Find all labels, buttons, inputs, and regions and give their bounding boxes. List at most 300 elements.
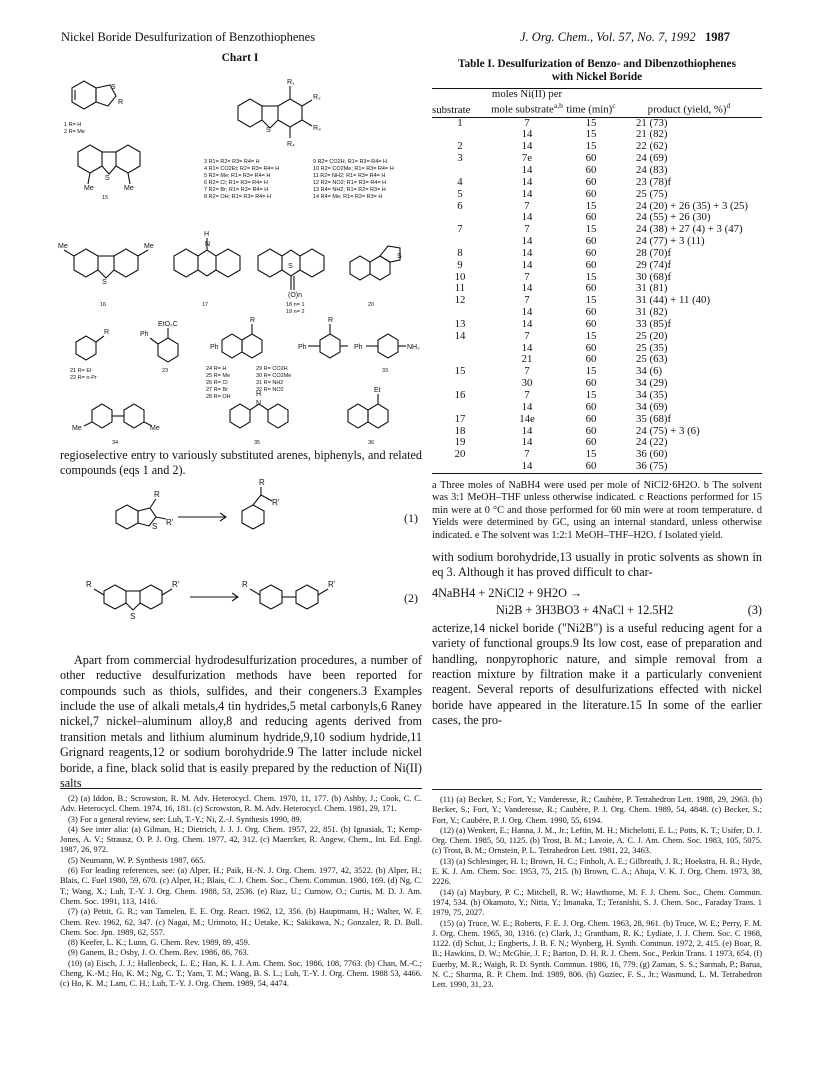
table-row: [432, 177, 762, 189]
cell-substrate: 2: [457, 140, 463, 153]
table-row: [432, 343, 762, 355]
cell-time: 60: [585, 258, 597, 271]
col-header-product-text: product (yield, %): [647, 103, 727, 116]
cell-moles: 7: [524, 389, 530, 401]
label-26: 26 R= Cl: [206, 380, 228, 386]
table-note-f: f Isolated yield.: [658, 529, 723, 541]
cell-product: 21 (73): [636, 116, 668, 129]
cell-product: 24 (55) + 26 (30): [636, 211, 711, 224]
cell-time: 60: [585, 412, 597, 425]
svg-text:S: S: [102, 279, 107, 286]
label-17: 17: [202, 302, 209, 308]
col-header-product: [616, 89, 762, 118]
label-33: 33: [382, 368, 389, 374]
cell-time: 15: [585, 128, 597, 141]
svg-text:S: S: [130, 611, 136, 621]
cell-substrate: 8: [457, 246, 463, 259]
svg-text:R': R': [166, 517, 174, 527]
cell-moles: 7e: [521, 152, 533, 165]
footnote: (12) (a) Wenkert, E.; Hanna, J. M., Jr.; Leftin, M. H.; Michelotti, E. L.; Potts, K. T.; Usifer, D. J. Org. Chem. 1985, 50, 1125. (b) Trost, B. M.; Lavoie, A. C. J. Am. Chem. Soc. 1983, 105, 5075. (c) Trost, B. M.; Ornstein, P. L. Tetrahedron Lett. 1981, 22, 3463.: [432, 825, 762, 856]
col-header-moles: [488, 89, 566, 118]
footnotes-right: [432, 795, 762, 991]
footnote: (5) Neumann, W. P. Synthesis 1987, 665.: [68, 855, 206, 865]
cell-moles: 14: [521, 282, 533, 295]
cell-time: 15: [585, 329, 597, 342]
cell-product: 28 (70)f: [636, 246, 672, 259]
cell-time: 60: [585, 235, 597, 248]
footnote: (4) See inter alia: (a) Gilman, H.; Dietrich, J. J. J. Org. Chem. 1957, 22, 851. (b) Ignasiak, T.; Kemp-Jones, A. V.; Strausz, O. P. J. Org. Chem. 1977, 42, 312. (c) Maercker, R. Angew, Chem., Int. Ed. Engl. 1987, 26, 972.: [60, 824, 422, 855]
cell-moles: 14: [521, 258, 533, 271]
cell-product: 21 (82): [636, 128, 668, 141]
cell-time: 60: [585, 306, 597, 319]
cell-moles: 7: [524, 116, 530, 129]
right-paragraph-1: with sodium borohydride,13 usually in protic solvents as shown in eq 3. Although it has proved difficult to char-: [432, 549, 762, 580]
svg-text:R₃: R₃: [313, 125, 321, 132]
label-15: 15: [102, 195, 109, 201]
ring-17b: [216, 249, 240, 277]
cell-moles: 14: [521, 140, 533, 153]
cell-moles: 14: [521, 400, 533, 413]
cell-product: 23 (78)f: [636, 175, 672, 188]
svg-text:R₁: R₁: [287, 79, 295, 86]
chart-structures: [58, 66, 423, 450]
svg-text:R: R: [154, 489, 160, 499]
cell-moles: 14: [521, 128, 533, 141]
svg-text:R: R: [259, 477, 265, 487]
results-table: [432, 88, 762, 474]
eq-3-line-1: 4NaBH4 + 2NiCl2 + 9H2O →: [432, 585, 583, 600]
running-header-journal: [520, 30, 730, 45]
cell-product: 33 (85)f: [636, 317, 672, 330]
ring-35a: [230, 404, 250, 428]
cell-time: 15: [585, 294, 597, 307]
label-11: 11 R2= NH2; R1= R3= R4= H: [313, 173, 386, 179]
label-4: 4 R1= CO2Et; R2= R3= R4= H: [204, 166, 280, 172]
cell-substrate: 11: [454, 282, 466, 295]
footnote: (13) (a) Schlesinger, H. I.; Brown, H. C.; Finholt, A. E.; Gilbreath, J. R.; Hoekstra, H. R.; Hyde, E. K. J. Am. Chem. Soc. 1953, 75, 215. (b) Brown, C. A.; Ahuja, V. K. J. Org. Chem. 1973, 38, 2226.: [432, 856, 762, 887]
label-28: 28 R= OH: [206, 394, 231, 400]
cell-product: 24 (38) + 27 (4) + 3 (47): [636, 223, 743, 236]
table-row: [432, 319, 762, 331]
cell-substrate: 18: [454, 424, 466, 437]
svg-text:EtO₂C: EtO₂C: [158, 321, 178, 328]
ring-3a: [238, 99, 262, 127]
cell-product: 34 (69): [636, 400, 668, 413]
cell-substrate: 20: [454, 448, 466, 461]
cell-time: 60: [585, 341, 597, 354]
label-29: 29 R= CO2H: [256, 366, 288, 372]
cell-moles: 14: [521, 211, 533, 224]
label-21: 21 R= Et: [70, 368, 92, 374]
cell-time: 60: [585, 163, 597, 176]
cell-time: 15: [585, 199, 597, 212]
cell-product: 36 (60): [636, 448, 668, 461]
cell-product: 25 (35): [636, 341, 668, 354]
table-row: [432, 141, 762, 153]
ring-34a: [92, 404, 112, 428]
ring-35b: [268, 404, 288, 428]
table-row: [432, 248, 762, 260]
cell-product: 34 (6): [636, 365, 663, 378]
cell-product: 24 (22): [636, 436, 668, 449]
equations-1-2: [60, 477, 422, 645]
label-3: 3 R1= R2= R3= R4= H: [204, 159, 260, 165]
cell-time: 60: [585, 187, 597, 200]
table-row: [432, 402, 762, 414]
svg-text:H: H: [256, 391, 262, 398]
cell-time: 60: [585, 377, 597, 390]
svg-text:Ph: Ph: [298, 344, 307, 351]
cell-moles: 7: [524, 223, 530, 236]
cell-time: 15: [585, 116, 597, 129]
cell-moles: 14: [521, 235, 533, 248]
cell-product: 29 (74)f: [636, 258, 672, 271]
label-10: 10 R2= CO2Me; R1= R3= R4= H: [313, 166, 394, 172]
col-header-time-text: time (min): [566, 103, 613, 116]
svg-text:R₄: R₄: [287, 141, 295, 148]
left-paragraph-1: regioselective entry to variously substituted arenes, biphenyls, and related compounds (eqs 1 and 2).: [60, 448, 422, 478]
table-row: [432, 260, 762, 272]
svg-text:S: S: [397, 253, 402, 260]
cell-time: 60: [585, 175, 597, 188]
equation-3: [432, 585, 762, 619]
svg-text:Me: Me: [72, 425, 82, 432]
cell-moles: 7: [524, 294, 530, 307]
svg-text:Me: Me: [124, 185, 134, 192]
label-24: 24 R= H: [206, 366, 227, 372]
table-row: [432, 224, 762, 236]
svg-text:Me: Me: [84, 185, 94, 192]
cell-product: 31 (81): [636, 282, 668, 295]
table-notes: [432, 480, 762, 542]
cell-time: 60: [585, 152, 597, 165]
cell-substrate: 9: [457, 258, 463, 271]
label-6: 6 R2= Cl; R1= R3= R4= H: [204, 180, 268, 186]
ring-16b: [114, 249, 138, 277]
cell-product: 31 (82): [636, 306, 668, 319]
label-23: 23: [162, 368, 169, 374]
cell-moles: 14: [488, 461, 566, 473]
cell-time: 15: [585, 140, 597, 153]
table-title-line-1: Table I. Desulfurization of Benzo- and Dibenzothiophenes: [458, 58, 736, 70]
label-2: 2 R= Me: [64, 129, 85, 135]
ring-20a: [350, 256, 370, 280]
footnote: (7) (a) Pettit, G. R.; van Tamelen, E. E. Org. React. 1962, 12, 356. (b) Hauptmann, H.; Walter, W. F. Chem. Rev. 1962, 62, 347. (c) Nagai, M.; Urimoto, H.; Uetake, K.; Sakikawa, N.; Gonzalez, R. D. Bull. Chem. Soc. Jpn. 1989, 62, 557.: [60, 907, 422, 937]
col-header-substrate: substrate: [432, 89, 488, 118]
table-row: [432, 153, 762, 165]
page-number: 1987: [704, 30, 730, 44]
svg-text:S: S: [105, 175, 110, 182]
label-22: 22 R= n-Pr: [70, 375, 97, 381]
table-row: [432, 390, 762, 402]
cell-substrate: 14: [454, 329, 466, 342]
cell-substrate: 10: [454, 270, 466, 283]
left-paragraph-2: Apart from commercial hydrodesulfurization procedures, a number of other reductive desulfurization methods have been reported for compounds such as thiols, sulfides, and their congeners.3 Examples include the use of alkali metals,4 tin hydrides,5 metal carbonyls,6 Raney nickel,7 nickel–aluminum alloy,8 and reducing agents derived from transition metals and lithium aluminum hydride,9,10 sodium hydride,11 Grignard reagents,12 or sodium borohydride.9 The latter include nickel boride, a fine, black solid that is easily prepared by the reduction of Ni(II) salts: [60, 652, 422, 791]
cell-substrate: 13: [454, 317, 466, 330]
cell-substrate: 4: [457, 175, 463, 188]
footnote: (6) For leading references, see: (a) Alper, H.; Paik, H.-N. J. Org. Chem. 1977, 42, 3522. (b) Alper, H.; Blais, C. Fuel 1980, 59, 670. (c) Alper, H.; Blais, C. J. Chem. Soc., Chem. Commun. 1980, 169. (d) Ng, C. T.; Wang, X.; Luh, T.-Y. J. Org. Chem. 1988, 53, 2536. (e) Riaz, U.; Curnow, O.; Curtis, M. D. J. Am. Chem. Soc. 1991, 113, 1416.: [60, 866, 422, 906]
cell-substrate: 3: [457, 152, 463, 165]
svg-text:R: R: [104, 329, 110, 336]
cell-product: 31 (44) + 11 (40): [636, 294, 711, 307]
footnote: (11) (a) Becker, S.; Fort, Y.; Vanderesse, R.; Caubère, P. Tetrahedron Lett. 1988, 29, 2963. (b) Becker, S.; Fort, Y.; Vanderesse, R.; Caubère, P. J. Org. Chem. 1989, 54, 4848. (c) Becker, S.; Fort, Y.; Caubère, P. J. Org. Chem. 1990, 55, 6194.: [432, 795, 762, 825]
svg-text:Ph: Ph: [140, 331, 149, 338]
cell-time: 15: [585, 448, 597, 461]
left-column-body: [60, 448, 422, 791]
chart-title: Chart I: [221, 52, 259, 64]
label-13: 13 R4= NH2; R1= R2= R3= H: [313, 187, 386, 193]
cell-substrate: 1: [457, 116, 463, 129]
footnote: (8) Keefer, L. K.; Lunn, G. Chem. Rev. 1989, 89, 459.: [68, 938, 250, 948]
table-row: [432, 236, 762, 248]
label-18: 18 n= 1: [286, 302, 305, 308]
cell-moles: 14: [521, 341, 533, 354]
table-row: [432, 378, 762, 390]
footnote: (15) (a) Truce, W. E.; Roberts, F. E. J. Org. Chem. 1963, 28, 961. (b) Truce, W. E.; Perry, F. M. J. Org. Chem. 1965, 30, 1316. (c) Clark, J.; Grantham, R. K.; Lydiate, J. J. Chem. Soc. C 1968, 1122. (d) Schut, J.; Engberts, J. B. F. N.; Wynberg, H. Synth. Commun. 1972, 2, 415. (e) Boar, R. B.; Hawkins, D. W.; McGhie, J. F.; Barton, D. H. R. J. Chem. Soc., Perkin Trans. 1 1973, 654. (f) Euerby, M. R.; Waigh, R. D. Synth. Commun. 1986, 16, 779. (g) Zaman, S. S.; Sarmah, P.; Barua, N. C.; Sharma, R. P. Chem. Ind. 1989, 806. (h) Guziec, F. S., Jr.; Wasmund, L. M. Tetrahedron Lett. 1990, 31, 23.: [432, 918, 762, 990]
footnote: (2) (a) Iddon, B.; Scrowston, R. M. Adv. Heterocycl. Chem. 1970, 11, 177. (b) Ashby, J.; Cook, C. C. Adv. Heterocycl. Chem. 1974, 16, 181. (c) Scrowston, R. M. Adv. Heterocycl. Chem. 1981, 29, 171.: [60, 794, 422, 814]
cell-substrate: 15: [454, 365, 466, 378]
table-row: [432, 414, 762, 426]
cell-product: 25 (75): [636, 187, 668, 200]
cell-time: 15: [585, 365, 597, 378]
cell-time: 60: [585, 436, 597, 449]
ring-15a: [78, 145, 102, 173]
cell-substrate: [432, 343, 488, 355]
footnote: (3) For a general review, see: Luh, T.-Y.; Ni, Z.-J. Synthesis 1990, 89.: [68, 814, 302, 824]
cell-moles: 14e: [519, 412, 535, 425]
table-row: [432, 366, 762, 378]
label-32: 32 R= NO2: [256, 387, 284, 393]
svg-text:H: H: [204, 231, 210, 238]
cell-moles: 14: [521, 163, 533, 176]
svg-text:Ph: Ph: [354, 344, 363, 351]
cell-substrate: 7: [457, 223, 463, 236]
footnote: (9) Ganem, B.; Osby, J. O. Chem. Rev. 1986, 86, 763.: [68, 948, 249, 958]
cell-time: 60: [585, 317, 597, 330]
cell-moles: 14: [521, 424, 533, 437]
cell-moles: 14: [521, 175, 533, 188]
svg-text:R: R: [242, 579, 248, 589]
ring-17a: [174, 249, 198, 277]
cell-product: 34 (35): [636, 389, 668, 401]
ring-24a: [242, 334, 262, 358]
label-35: 35: [254, 440, 261, 446]
cell-time: 60: [566, 461, 616, 473]
cell-product: 24 (75) + 3 (6): [636, 424, 700, 437]
svg-text:S: S: [111, 84, 116, 91]
label-30: 30 R= CO2Me: [256, 373, 292, 379]
svg-text:S: S: [266, 127, 271, 134]
cell-substrate: [432, 402, 488, 414]
cell-time: 60: [585, 424, 597, 437]
cell-product: 25 (63): [636, 353, 668, 366]
cell-time: 60: [585, 353, 597, 366]
table-row: [432, 272, 762, 284]
ring-24b: [222, 334, 242, 358]
label-20: 20: [368, 302, 375, 308]
table-row: [432, 331, 762, 343]
eq-2-number: (2): [404, 590, 418, 605]
svg-text:Me: Me: [150, 425, 160, 432]
eq-3-line-2: Ni2B + 3H3BO3 + 4NaCl + 12.5H2: [496, 602, 674, 617]
label-8: 8 R2= OH; R1= R3= R4= H: [204, 194, 271, 200]
journal-citation: J. Org. Chem., Vol. 57, No. 7, 1992: [520, 30, 696, 44]
cell-product: 24 (20) + 26 (35) + 3 (25): [636, 199, 749, 212]
table-row: [432, 189, 762, 201]
cell-moles: 7: [524, 329, 530, 342]
footnote-rule-left: [60, 788, 422, 789]
cell-product: 35 (68)f: [636, 412, 672, 425]
table-row: [432, 307, 762, 319]
cell-moles: 30: [521, 377, 533, 390]
svg-text:R₂: R₂: [313, 94, 321, 101]
label-5: 5 R2= Me; R1= R3= R4= H: [204, 173, 271, 179]
svg-text:Et: Et: [374, 387, 381, 394]
cell-time: 60: [585, 211, 597, 224]
cell-product: 24 (77) + 3 (11): [636, 235, 705, 248]
svg-text:Ph: Ph: [210, 344, 219, 351]
eq-1-number: (1): [404, 510, 418, 525]
cell-product: 36 (75): [616, 461, 762, 473]
cell-moles: 7: [524, 365, 530, 378]
table-row: [432, 295, 762, 307]
ring-18a: [258, 249, 282, 277]
ring-21: [76, 336, 96, 360]
cell-substrate: 6: [457, 199, 463, 212]
ring-29a: [320, 334, 340, 358]
footnote-rule-right: [432, 789, 762, 790]
running-header-title: Nickel Boride Desulfurization of Benzothiophenes: [61, 30, 316, 44]
table-note-c: c Reactions performed for 15 min were at 0 °C and those performed for 60 min were at room temperature.: [432, 492, 762, 516]
cell-product: 24 (69): [636, 152, 668, 165]
cell-substrate: 12: [454, 294, 466, 307]
cell-moles: 7: [524, 270, 530, 283]
table-row: [432, 165, 762, 177]
cell-product: 30 (68)f: [636, 270, 672, 283]
footnote: (14) (a) Maybury, P. C.; Mitchell, R. W.; Hawthorne, M. F. J. Chem. Soc., Chem. Commun. 1974, 534. (b) Okamoto, Y.; Nitta, Y.; Imanaka, T.; Teranishi, S. J. Chem. Soc., Faraday Trans. 1 1979, 75, 2027.: [432, 887, 762, 918]
svg-text:Me: Me: [58, 243, 68, 250]
label-1: 1 R= H: [64, 122, 82, 128]
ring-16a: [74, 249, 98, 277]
eq-3-number: (3): [747, 602, 762, 617]
table-title-line-2: with Nickel Boride: [551, 71, 643, 83]
ring-36b: [368, 404, 388, 428]
svg-text:Me: Me: [144, 243, 154, 250]
ring-3b: [278, 99, 302, 127]
cell-moles: 14: [521, 306, 533, 319]
cell-time: 15: [585, 389, 597, 401]
table-note-a: a Three moles of NaBH4 were used per mole of NiCl2·6H2O.: [432, 479, 701, 491]
footnote: (10) (a) Eisch, J. J.; Hallenbeck, L. E.; Han, K. I. J. Am. Chem. Soc. 1986, 108, 7763. (b) Chan, M.-C.; Cheng, K.-M.; Ho, K. M.; Ng, C. T.; Yam, T. M.; Wang, B. S. L.; Luh, T.-Y. J. Org. Chem. 1988 53, 4466. (c) Ho, K. M.; Lam, C. H.; Luh, T.-Y. J. Org. Chem. 1989, 54, 4474.: [60, 958, 422, 989]
cell-moles: 7: [524, 448, 530, 461]
svg-text:S: S: [288, 263, 293, 270]
label-16: 16: [100, 302, 107, 308]
svg-text:R': R': [272, 497, 280, 507]
ring-23: [158, 338, 178, 362]
svg-text:R: R: [86, 579, 92, 589]
label-7: 7 R2= Br; R1= R3= R4= H: [204, 187, 269, 193]
ring-34b: [124, 404, 144, 428]
cell-moles: 14: [521, 436, 533, 449]
col-header-time-sup: c: [612, 101, 616, 110]
svg-text:R: R: [328, 317, 334, 324]
col-header-time: [566, 89, 616, 118]
table-note-b: b The solvent was 3:1 MeOH–THF unless otherwise indicated.: [432, 479, 762, 504]
cell-moles: 7: [524, 199, 530, 212]
label-12: 12 R2= NO2; R1= R3= R4= H: [313, 180, 387, 186]
svg-text:S: S: [152, 521, 158, 531]
table-title: [432, 58, 762, 84]
cell-substrate: 16: [454, 389, 466, 401]
cell-product: 34 (29): [636, 377, 668, 390]
table-row: [432, 426, 762, 438]
cell-time: 60: [585, 246, 597, 259]
right-column: [432, 58, 762, 729]
table-row: [432, 461, 762, 473]
label-27: 27 R= Br: [206, 387, 228, 393]
table-row: [432, 354, 762, 366]
table-row: [432, 283, 762, 295]
label-14: 14 R4= Me; R1= R2= R3= H: [313, 194, 383, 200]
cell-moles: 14: [521, 317, 533, 330]
table-row: [432, 117, 762, 129]
cell-time: 15: [585, 270, 597, 283]
label-19: 19 n= 2: [286, 309, 305, 315]
ring-33: [378, 334, 398, 358]
svg-text:R': R': [328, 579, 336, 589]
cell-moles: 21: [521, 353, 533, 366]
svg-text:(O)n: (O)n: [288, 292, 302, 299]
label-9: 9 R2= CO2H; R1= R3= R4= H: [313, 159, 387, 165]
svg-text:N: N: [256, 400, 262, 407]
reaction-schemes: [60, 477, 422, 645]
cell-product: 25 (20): [636, 329, 668, 342]
ring-18b: [300, 249, 324, 277]
cell-substrate: [432, 461, 488, 473]
label-25: 25 R= Me: [206, 373, 230, 379]
cell-substrate: 17: [454, 412, 466, 425]
cell-product: 24 (83): [636, 163, 668, 176]
table-row: [432, 437, 762, 449]
table-row: [432, 129, 762, 141]
footnotes-left: [60, 794, 422, 990]
col-header-moles-sup: a,b: [553, 101, 563, 110]
label-34: 34: [112, 440, 119, 446]
benzo-ring-1: [72, 81, 96, 109]
label-31: 31 R= NH2: [256, 380, 284, 386]
cell-substrate: 5: [457, 187, 463, 200]
table-body: [432, 117, 762, 473]
label-36: 36: [368, 440, 375, 446]
ring-36a: [348, 404, 368, 428]
col-header-moles-text: moles Ni(II) per mole substrate: [491, 88, 563, 116]
cell-substrate: 19: [454, 436, 466, 449]
col-header-product-sup: d: [726, 101, 731, 110]
svg-text:N: N: [205, 241, 211, 248]
cell-time: 15: [585, 223, 597, 236]
cell-moles: 14: [521, 246, 533, 259]
svg-text:R: R: [250, 317, 256, 324]
cell-time: 60: [585, 400, 597, 413]
right-paragraph-2: acterize,14 nickel boride ("Ni2B") is a useful reducing agent for a variety of functional groups.9 Its low cost, ease of preparation and handling, nonpyrophoric nature, and simple removal from a reaction mixture by filtration make it a particularly convenient reagent. Several reports of desulfurizations effected with nickel boride have appeared in the literature.15 In some of the earlier cases, the pro-: [432, 620, 762, 728]
table-row: [432, 201, 762, 213]
table-row: [432, 449, 762, 461]
table-note-e: e The solvent was 1:2:1 MeOH–THF–H2O.: [474, 529, 657, 541]
svg-text:R': R': [172, 579, 180, 589]
cell-product: 22 (62): [636, 140, 668, 153]
cell-moles: 14: [521, 187, 533, 200]
svg-text:NH₂: NH₂: [407, 344, 420, 351]
